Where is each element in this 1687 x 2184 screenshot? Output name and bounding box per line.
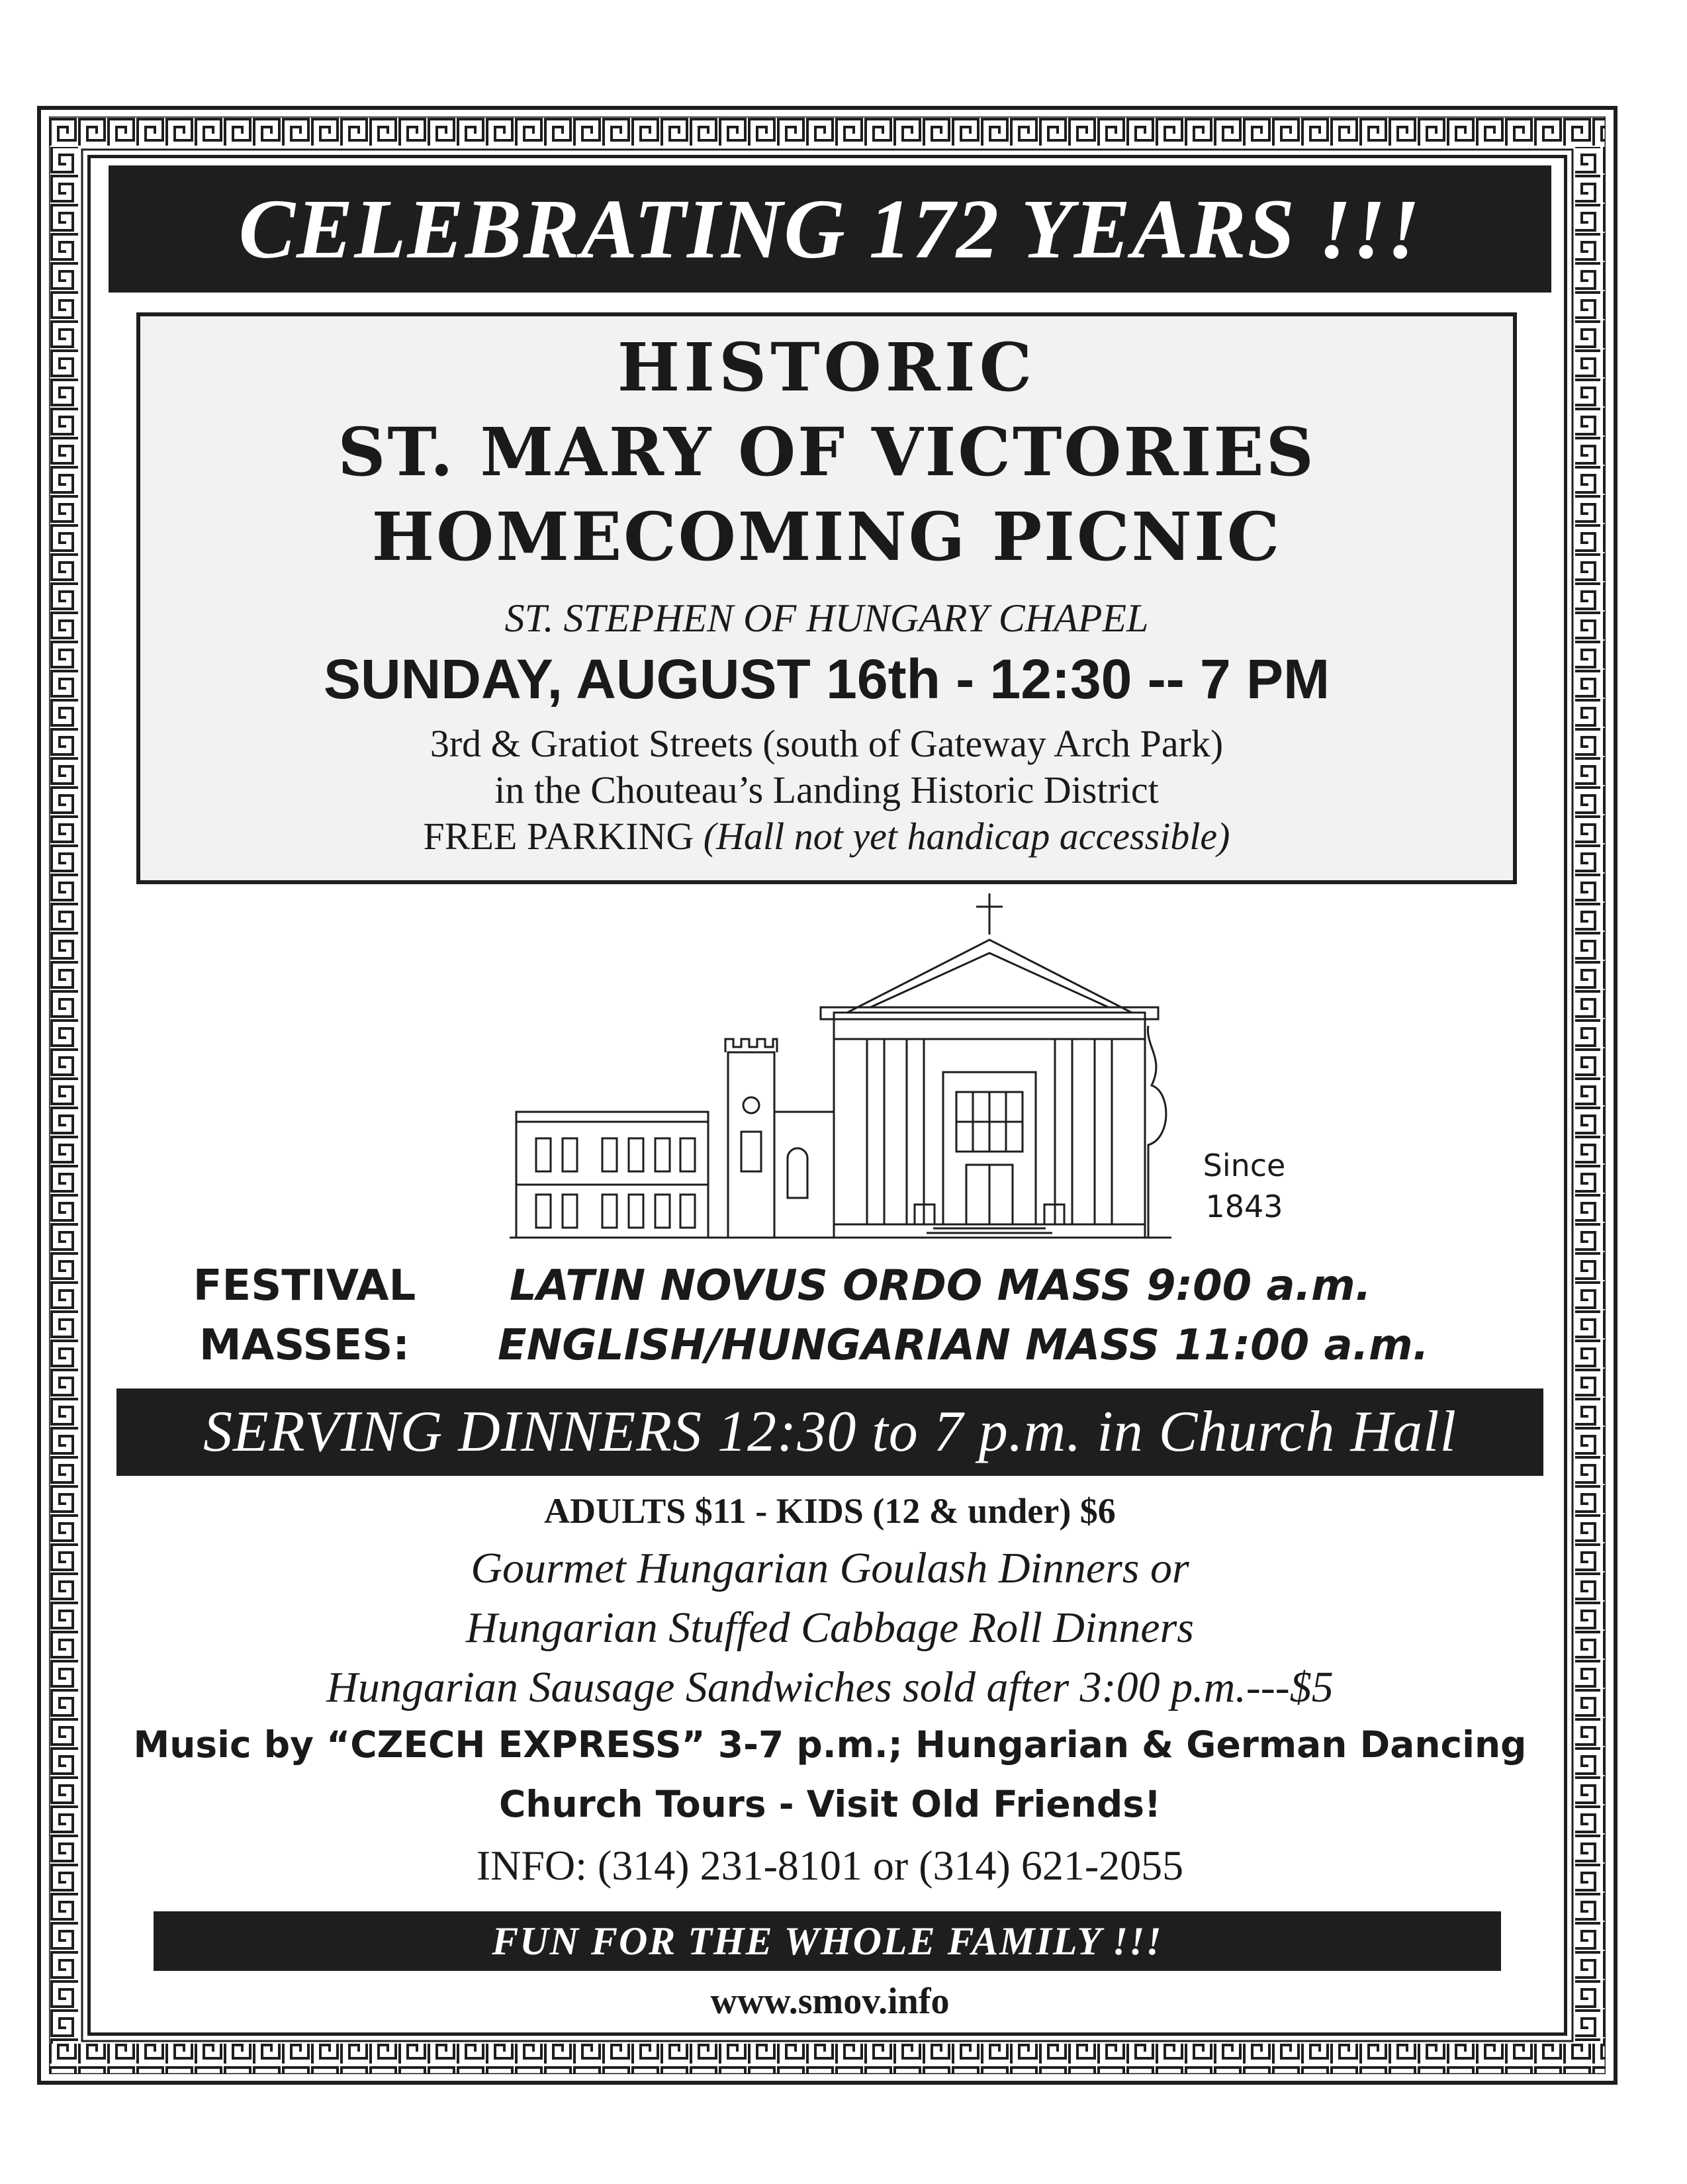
since-text: Since (1203, 1148, 1286, 1183)
dinner-prices: ADULTS $11 - KIDS (12 & under) $6 (544, 1491, 1116, 1531)
event-title-box (136, 312, 1517, 884)
church-tours-info: Church Tours - Visit Old Friends! (498, 1783, 1162, 1825)
english-hungarian-mass-time: ENGLISH/HUNGARIAN MASS 11:00 a.m. (498, 1321, 1429, 1370)
menu-item-goulash: Gourmet Hungarian Goulash Dinners or (471, 1544, 1189, 1592)
event-address: 3rd & Gratiot Streets (south of Gateway Arch Park) (430, 722, 1224, 765)
celebrating-banner: CELEBRATING 172 YEARS !!! (109, 165, 1551, 293)
festival-label: FESTIVAL (193, 1261, 416, 1310)
title-church-name: ST. MARY OF VICTORIES (338, 413, 1316, 491)
event-district: in the Chouteau’s Landing Historic District (494, 768, 1159, 811)
menu-item-sausage: Hungarian Sausage Sandwiches sold after 3:00 p.m.---$5 (326, 1663, 1334, 1711)
title-historic: HISTORIC (617, 328, 1036, 406)
serving-dinners-banner: SERVING DINNERS 12:30 to 7 p.m. in Church Hall (116, 1388, 1543, 1476)
music-info: Music by “CZECH EXPRESS” 3-7 p.m.; Hungarian & German Dancing (133, 1723, 1527, 1766)
parking-note: (Hall not yet handicap accessible) (703, 815, 1230, 858)
parking-info (140, 814, 1513, 858)
contact-phone-info: INFO: (314) 231-8101 or (314) 621-2055 (476, 1842, 1184, 1889)
event-date-time: SUNDAY, AUGUST 16th - 12:30 -- 7 PM (323, 648, 1330, 710)
menu-item-cabbage-rolls: Hungarian Stuffed Cabbage Roll Dinners (466, 1604, 1194, 1652)
since-label (1191, 1145, 1297, 1227)
chapel-name: ST. STEPHEN OF HUNGARY CHAPEL (504, 596, 1149, 640)
parking-label: FREE PARKING (423, 815, 694, 858)
fun-for-family-banner: FUN FOR THE WHOLE FAMILY !!! (154, 1911, 1501, 1971)
latin-mass-time: LATIN NOVUS ORDO MASS 9:00 a.m. (510, 1261, 1371, 1310)
church-illustration (510, 893, 1171, 1251)
website-link[interactable]: www.smov.info (710, 1981, 950, 2022)
since-year: 1843 (1205, 1189, 1283, 1224)
title-homecoming-picnic: HOMECOMING PICNIC (371, 498, 1282, 576)
masses-label: MASSES: (199, 1321, 410, 1370)
